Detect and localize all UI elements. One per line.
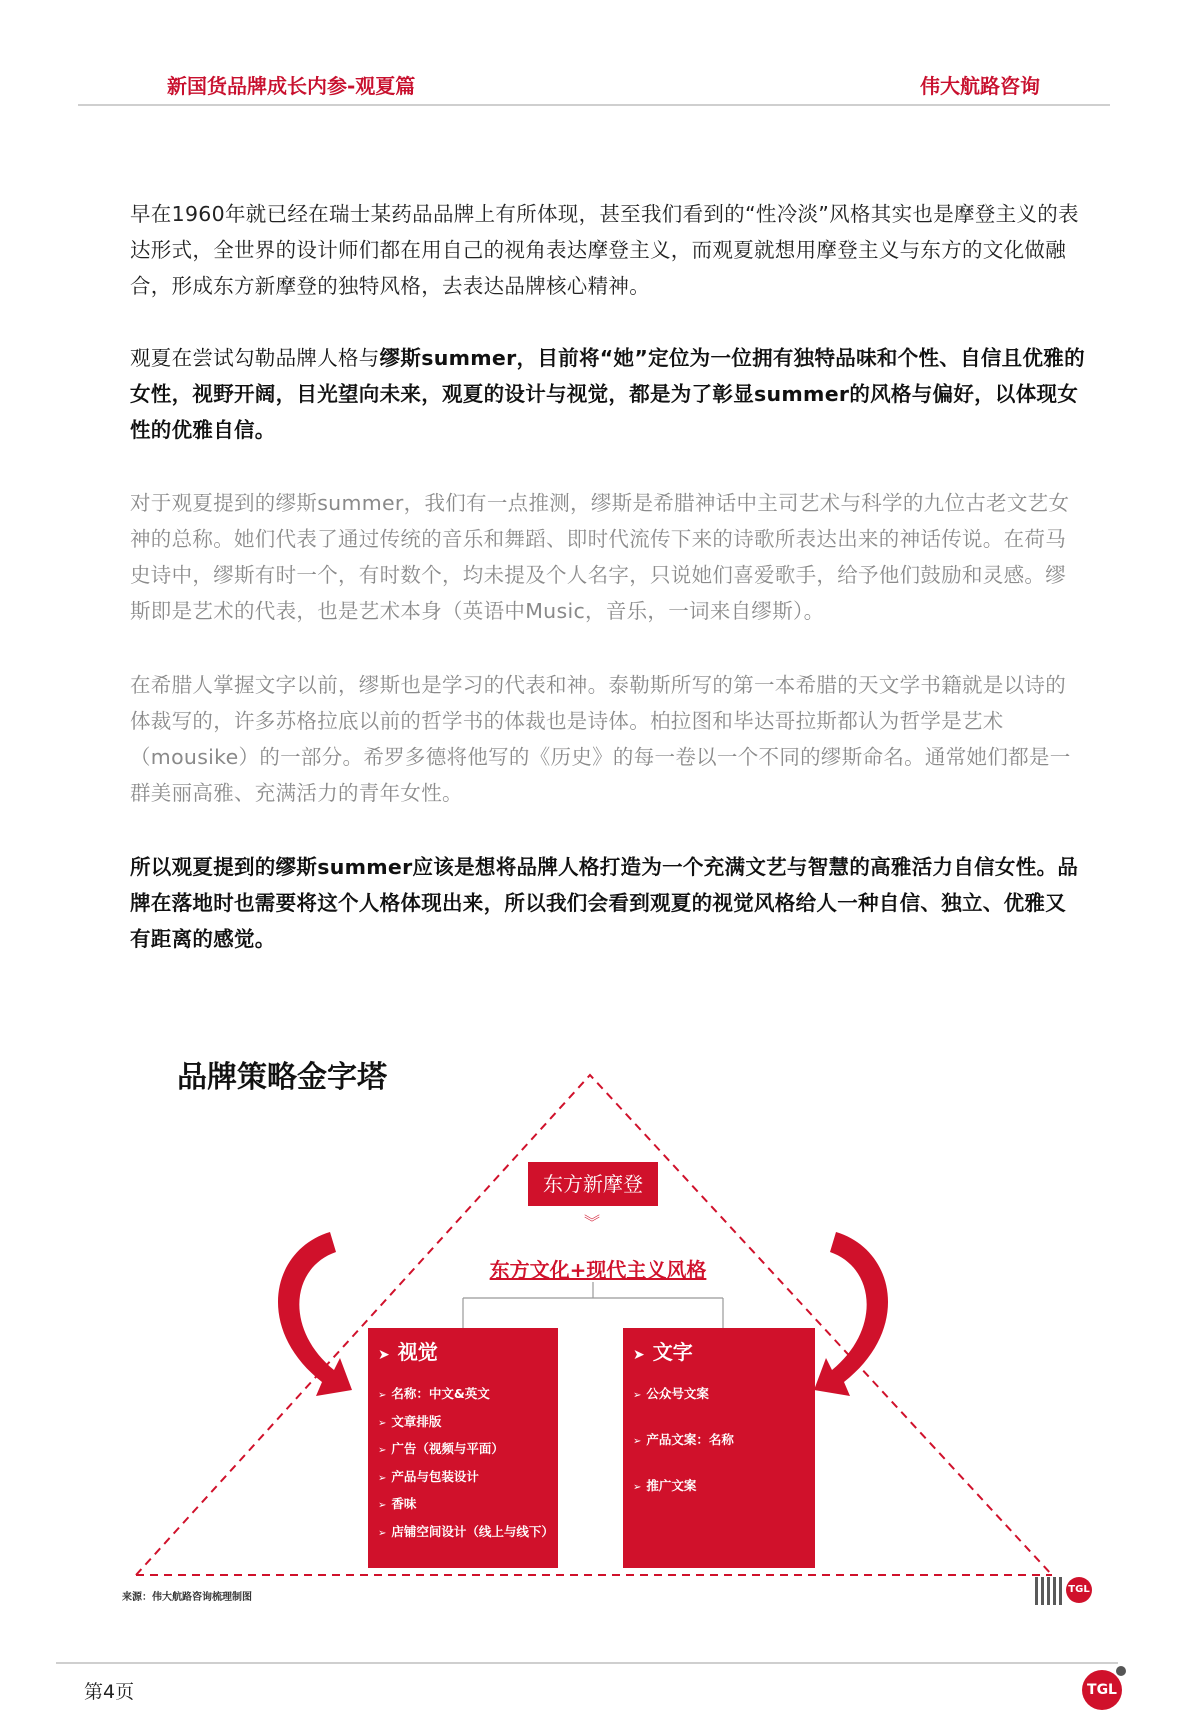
pyramid-middle-label: 东方文化+现代主义风格 [489,1258,707,1282]
list-item-text: 公众号文案 [646,1386,709,1401]
list-item-text: 文章排版 [391,1413,442,1429]
text-item-list [633,1384,734,1522]
list-item-text: 名称：中文&英文 [391,1386,490,1401]
list-item [633,1430,734,1476]
paragraph-brand-persona-prefix: 观夏在尝试勾勒品牌人格与 [130,346,380,370]
footer-divider [56,1662,1118,1664]
paragraph-conclusion: 所以观夏提到的缪斯summer应该是想将品牌人格打造为一个充满文艺与智慧的高雅活力自信女性。品牌在落地时也需要将这个人格体现出来，所以我们会看到观夏的视觉风格给人一种自信、独立、优雅又有距离的感觉。 [130,855,1079,951]
list-item [633,1476,734,1522]
bullet-arrow-icon: ➢ [378,1500,387,1511]
list-item [378,1412,554,1440]
text-panel [623,1328,815,1568]
qr-code-icon [1035,1577,1063,1605]
list-item [378,1494,554,1522]
arrow-right-icon: ➤ [633,1347,645,1363]
list-item-text: 店铺空间设计（线上与线下） [391,1523,554,1539]
list-item-text: 广告（视频与平面） [391,1441,504,1456]
pyramid-top-box: 东方新摩登 [528,1162,658,1206]
pyramid-outline [136,1075,1052,1575]
logo-dot-icon [1116,1666,1126,1676]
visual-item-list [378,1384,554,1549]
bullet-arrow-icon: ➢ [633,1436,642,1447]
list-item [378,1384,554,1412]
list-item [378,1439,554,1467]
visual-heading-text: 视觉 [397,1340,438,1364]
list-item [378,1467,554,1495]
paragraph-muse-myth: 对于观夏提到的缪斯summer，我们有一点推测，缪斯是希腊神话中主司艺术与科学的九位古老文艺女神的总称。她们代表了通过传统的音乐和舞蹈、即时代流传下来的诗歌所表达出来的神话传说。在荷马史诗中，缪斯有时一个，有时数个，均未提及个人名字，只说她们喜爱歌手，给予他们鼓励和灵感。缪斯即是艺术的代表，也是艺术本身（英语中Music，音乐，一词来自缪斯）。 [130,491,1070,623]
paragraph-modernism: 早在1960年就已经在瑞士某药品品牌上有所体现，甚至我们看到的“性冷淡”风格其实也是摩登主义的表达形式，全世界的设计师们都在用自己的视角表达摩登主义，而观夏就想用摩登主义与东方的文化做融合，形成东方新摩登的独特风格，去表达品牌核心精神。 [130,202,1079,298]
list-item-text: 推广文案 [646,1478,697,1493]
arrow-right-icon: ➤ [378,1347,390,1363]
tgl-logo-small: TGL [1066,1577,1092,1603]
list-item-text: 产品与包装设计 [391,1468,479,1484]
list-item [633,1384,734,1430]
bullet-arrow-icon: ➢ [378,1445,387,1456]
right-cycle-arrow-icon [814,1232,888,1396]
text-panel-heading [633,1336,693,1365]
chevron-down-icon: ︾ [583,1213,600,1232]
bullet-arrow-icon: ➢ [378,1527,387,1539]
company-name: 伟大航路咨询 [920,74,1040,98]
bullet-arrow-icon: ➢ [378,1417,387,1429]
paragraph-muse-learning: 在希腊人掌握文字以前，缪斯也是学习的代表和神。泰勒斯所写的第一本希腊的天文学书籍就是以诗的体裁写的，许多苏格拉底以前的哲学书的体裁也是诗体。柏拉图和毕达哥拉斯都认为哲学是艺术（mousike）的一部分。希罗多德将他写的《历史》的每一卷以一个不同的缪斯命名。通常她们都是一群美丽高雅、充满活力的青年女性。 [130,673,1071,805]
figure-title: 品牌策略金字塔 [177,1060,387,1095]
text-heading-text: 文字 [652,1340,693,1364]
list-item-text: 产品文案：名称 [646,1432,734,1447]
visual-panel [368,1328,558,1568]
left-cycle-arrow-icon [278,1232,352,1396]
bullet-arrow-icon: ➢ [378,1390,387,1401]
list-item [378,1522,554,1550]
visual-panel-heading [378,1336,438,1365]
list-item-text: 香味 [391,1496,417,1511]
page-number: 第4页 [84,1681,135,1703]
tgl-logo: TGL [1082,1670,1122,1710]
paragraph-brand-persona-emphasis: 缪斯summer，目前将“她”定位为一位拥有独特品味和个性、自信且优雅的女性，视野开阔，目光望向未来，观夏的设计与视觉，都是为了彰显summer的风格与偏好，以体现女性的优雅自信。 [130,346,1085,442]
bullet-arrow-icon: ➢ [633,1390,642,1401]
document-header-title: 新国货品牌成长内参-观夏篇 [167,74,416,98]
bullet-arrow-icon: ➢ [378,1472,387,1484]
bullet-arrow-icon: ➢ [633,1482,642,1493]
figure-source: 来源：伟大航路咨询梳理制图 [122,1592,252,1603]
